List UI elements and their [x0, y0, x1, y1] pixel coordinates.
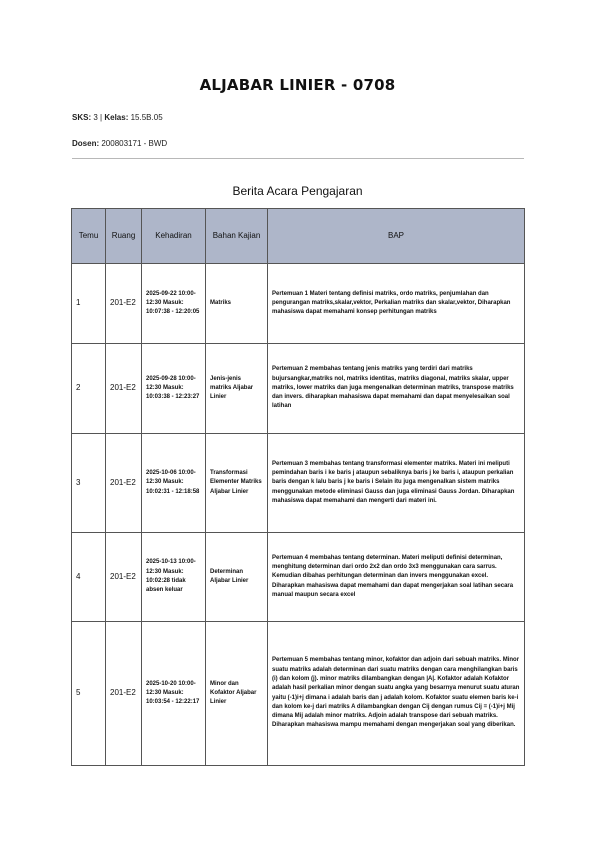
table-row: [72, 344, 525, 434]
sks-value: 3: [93, 113, 98, 122]
course-title: ALJABAR LINIER - 0708: [199, 76, 396, 94]
cell-bahan-kajian: Determinan Aljabar Linier: [206, 533, 268, 622]
table-row: [72, 533, 525, 622]
cell-ruang: 201-E2: [106, 344, 142, 434]
course-meta-line: [72, 113, 163, 122]
cell-bap: Pertemuan 3 membahas tentang transformasi elementer matriks. Materi ini meliputi pemindahan baris i ke baris j ataupun sebaliknya baris j ke baris i, ataupun perkalian baris dengan k lalu baris j ke baris i Selain itu juga mengenalkan sistem matriks menggunakan metode eliminasi Gauss dan juga eliminasi Gauss Jordan. Diharapkan mahasiswa dapat memahami dan mengerti dari materi ini.: [268, 434, 525, 533]
cell-ruang: 201-E2: [106, 533, 142, 622]
cell-temu: 5: [72, 622, 106, 766]
dosen-label: Dosen:: [72, 139, 100, 148]
cell-bap: Pertemuan 5 membahas tentang minor, kofaktor dan adjoin dari sebuah matriks. Minor suatu matriks adalah determinan dari suatu matriks dengan cara menghilangkan baris (i) dan kolom (j). minor matriks dilambangkan dengan |A|. Kofaktor adalah Kofaktor adalah hasil perkalian minor dengan suatu angka yang besarnya menurut suatu aturan yaitu (-1)i+j dimana i adalah baris dan j adalah kolom. Kofaktor suatu elemen baris ke-i dan kolom ke-j dari matriks A dilambangkan dengan Cij dengan rumus Cij = (-1)i+j Mij dimana Mij adalah minor matriks. Adjoin adalah transpose dari sebuah matriks. Diharapkan mahasiswa mampu memahami dengan mengerjakan soal yang diberikan.: [268, 622, 525, 766]
cell-kehadiran: 2025-10-06 10:00-12:30 Masuk: 10:02:31 - 12:18:58: [142, 434, 206, 533]
table-row: [72, 434, 525, 533]
cell-bahan-kajian: Transformasi Elementer Matriks Aljabar Linier: [206, 434, 268, 533]
cell-ruang: 201-E2: [106, 434, 142, 533]
cell-bap: Pertemuan 2 membahas tentang jenis matriks yang terdiri dari matriks bujursangkar,matriks nol, matriks identitas, matriks diagonal, matriks skalar, upper matriks, lower matriks dan juga mengenalkan determinan matriks, transpose matriks dan invers. diharapkan mahasiswa dapat memahami dan dapat menyelesaikan soal latihan: [268, 344, 525, 434]
bap-table: [71, 208, 525, 766]
header-kehadiran: Kehadiran: [142, 209, 206, 264]
meta-separator: |: [100, 113, 103, 122]
cell-temu: 4: [72, 533, 106, 622]
dosen-value: 200803171 - BWD: [101, 139, 168, 148]
cell-kehadiran: 2025-09-28 10:00-12:30 Masuk: 10:03:38 - 12:23:27: [142, 344, 206, 434]
cell-bahan-kajian: Jenis-jenis matriks Aljabar Linier: [206, 344, 268, 434]
cell-kehadiran: 2025-10-13 10:00-12:30 Masuk: 10:02:28 tidak absen keluar: [142, 533, 206, 622]
header-bap: BAP: [268, 209, 525, 264]
cell-bahan-kajian: Matriks: [206, 264, 268, 344]
cell-temu: 3: [72, 434, 106, 533]
cell-temu: 2: [72, 344, 106, 434]
table-row: [72, 622, 525, 766]
header-ruang: Ruang: [106, 209, 142, 264]
cell-ruang: 201-E2: [106, 622, 142, 766]
sks-label: SKS:: [72, 113, 92, 122]
cell-ruang: 201-E2: [106, 264, 142, 344]
cell-bap: Pertemuan 1 Materi tentang definisi matriks, ordo matriks, penjumlahan dan pengurangan matriks,skalar,vektor, Perkalian matriks dan skalar,vektor, Diharapkan mahasiswa dapat memahami konsep perhitungan matriks: [268, 264, 525, 344]
cell-bap: Pertemuan 4 membahas tentang determinan. Materi meliputi definisi determinan, menghitung determinan dari ordo 2x2 dan ordo 3x3 menggunakan cara sarrus. Kemudian dibahas perhitungan determinan dan invers menggunakan excel. Diharapkan mahasiswa dapat memahami dan dapat mengerjakan soal latihan secara manual maupun secara excel: [268, 533, 525, 622]
lecturer-line: [72, 139, 167, 148]
table-header-row: [72, 209, 525, 264]
kelas-label: Kelas:: [104, 113, 129, 122]
cell-kehadiran: 2025-10-20 10:00-12:30 Masuk: 10:03:54 - 12:22:17: [142, 622, 206, 766]
kelas-value: 15.5B.05: [130, 113, 163, 122]
cell-temu: 1: [72, 264, 106, 344]
cell-bahan-kajian: Minor dan Kofaktor Aljabar Linier: [206, 622, 268, 766]
table-row: [72, 264, 525, 344]
divider: [72, 158, 524, 159]
cell-kehadiran: 2025-09-22 10:00-12:30 Masuk: 10:07:38 - 12:20:05: [142, 264, 206, 344]
section-title: Berita Acara Pengajaran: [232, 184, 363, 198]
header-temu: Temu: [72, 209, 106, 264]
header-bahan-kajian: Bahan Kajian: [206, 209, 268, 264]
